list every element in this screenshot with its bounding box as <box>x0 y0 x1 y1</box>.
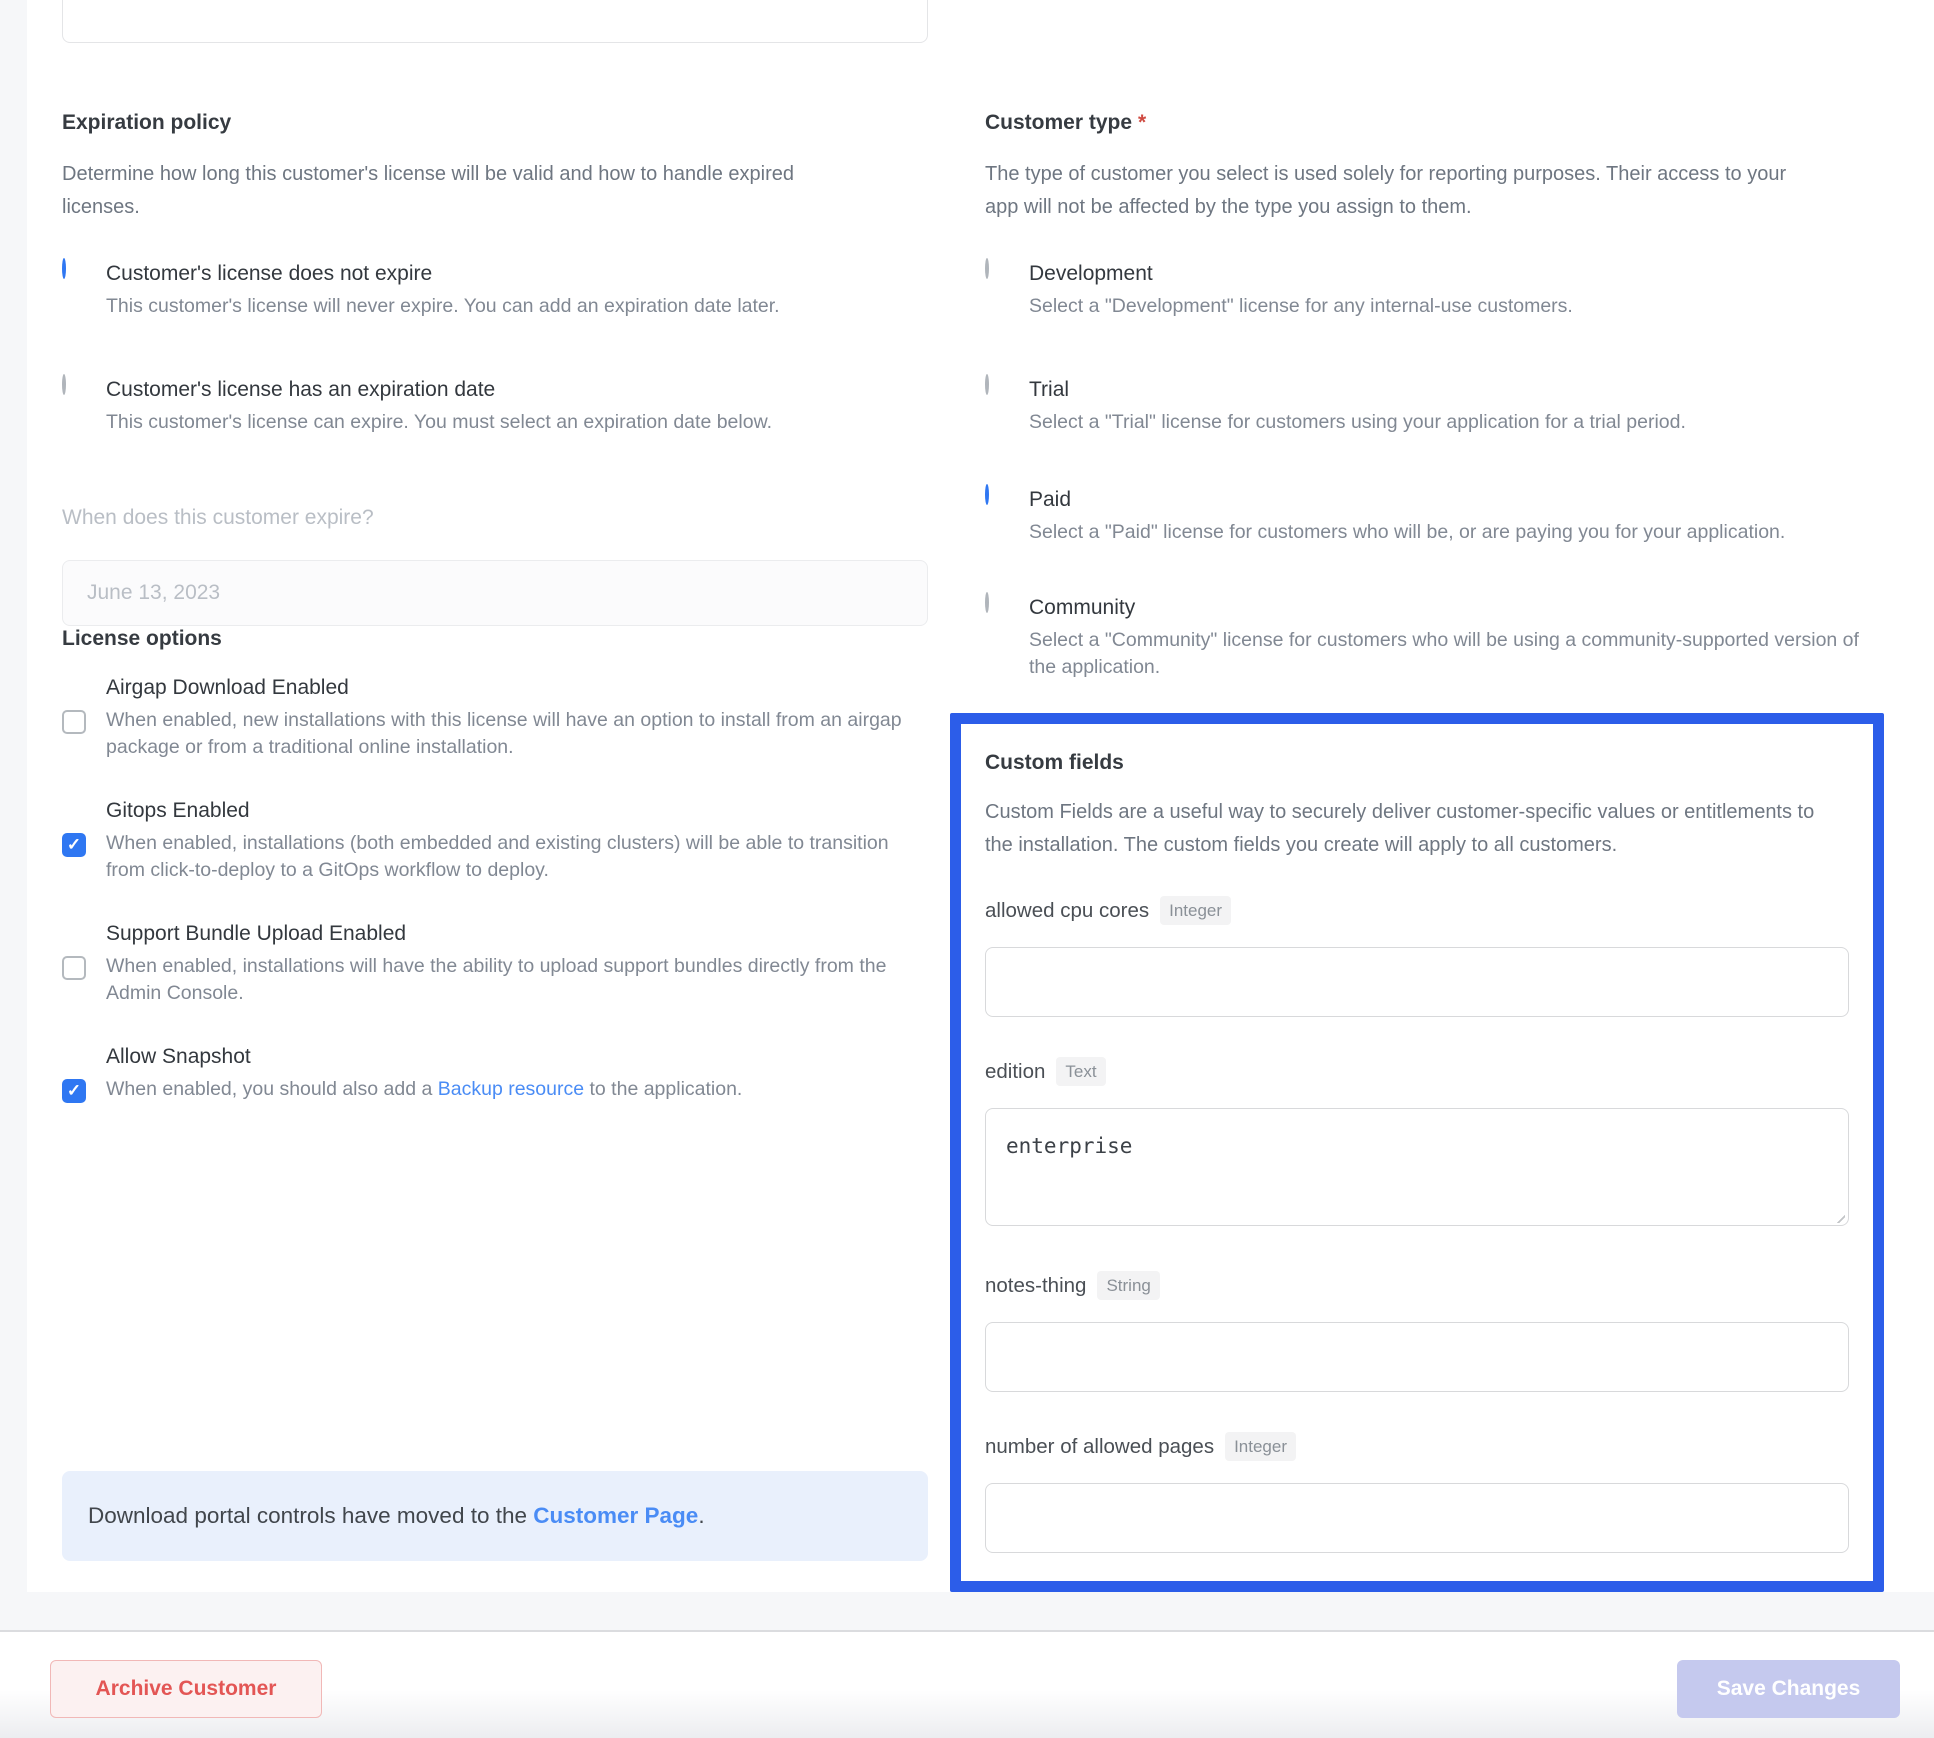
custom-field-label: edition <box>985 1059 1046 1083</box>
checkbox-icon[interactable]: ✓ <box>62 1079 86 1103</box>
radio-description: This customer's license can expire. You must select an expiration date below. <box>106 411 772 433</box>
custom-fields-title: Custom fields <box>985 751 1124 774</box>
page-background-strip <box>0 0 27 1592</box>
checkbox-option-airgap[interactable] <box>62 674 928 761</box>
customer-type-description: The type of customer you select is used solely for reporting purposes. Their access to your app will not be affected by the type you assign to them. <box>985 163 1787 218</box>
customer-type-section <box>985 110 1861 681</box>
custom-field-label-row <box>985 1432 1849 1461</box>
customer-page-link[interactable]: Customer Page <box>533 1503 699 1528</box>
custom-fields-description: Custom Fields are a useful way to securely deliver customer-specific values or entitlements to the installation. The custom fields you create will apply to all customers. <box>985 801 1815 856</box>
checkbox-label: Allow Snapshot <box>106 1045 251 1068</box>
type-badge: String <box>1097 1271 1159 1300</box>
checkbox-label: Support Bundle Upload Enabled <box>106 922 407 945</box>
customer-form-card <box>27 0 1934 1592</box>
radio-option-paid[interactable] <box>985 486 1861 546</box>
checkbox-option-gitops[interactable] <box>62 797 928 884</box>
checkbox-icon[interactable] <box>62 956 86 980</box>
number-of-allowed-pages-input[interactable] <box>985 1483 1849 1553</box>
radio-description: Select a "Paid" license for customers who will be, or are paying you for your application. <box>1029 521 1786 543</box>
radio-icon[interactable] <box>985 484 989 505</box>
required-asterisk: * <box>1138 111 1147 134</box>
radio-option-community[interactable] <box>985 594 1861 681</box>
checkbox-description: When enabled, installations will have the ability to upload support bundles directly from the Admin Console. <box>106 955 887 1004</box>
expiration-policy-section <box>62 110 928 1103</box>
radio-description: Select a "Trial" license for customers using your application for a trial period. <box>1029 411 1686 433</box>
checkbox-label: Airgap Download Enabled <box>106 676 349 699</box>
radio-label: Customer's license does not expire <box>106 262 433 285</box>
custom-fields-highlighted-section <box>950 713 1884 1592</box>
backup-resource-link[interactable]: Backup resource <box>437 1078 585 1100</box>
notes-thing-input[interactable] <box>985 1322 1849 1392</box>
checkbox-icon[interactable]: ✓ <box>62 833 86 857</box>
custom-field-label-row <box>985 896 1849 925</box>
radio-label: Development <box>1029 262 1153 285</box>
type-badge: Text <box>1056 1057 1105 1086</box>
checkbox-option-support-bundle[interactable] <box>62 920 928 1007</box>
custom-field-label: allowed cpu cores <box>985 898 1150 922</box>
radio-icon[interactable] <box>985 258 989 279</box>
radio-label: Customer's license has an expiration date <box>106 378 496 401</box>
radio-icon[interactable] <box>985 374 989 395</box>
save-changes-button[interactable]: Save Changes <box>1677 1660 1900 1718</box>
checkbox-description: When enabled, installations (both embedded and existing clusters) will be able to transition from click-to-deploy to a GitOps workflow to deploy. <box>106 832 889 881</box>
radio-icon[interactable] <box>62 374 66 395</box>
expire-date-question-label: When does this customer expire? <box>62 506 374 529</box>
custom-field-label-row <box>985 1271 1849 1300</box>
page-background-band <box>0 1592 1934 1630</box>
radio-icon[interactable] <box>985 592 989 613</box>
expire-date-input[interactable] <box>62 560 928 626</box>
custom-field-label-row <box>985 1057 1849 1086</box>
checkbox-description: When enabled, new installations with this license will have an option to install from an airgap package or from a traditional online installation. <box>106 709 902 758</box>
expiration-policy-description: Determine how long this customer's license will be valid and how to handle expired licenses. <box>62 163 794 218</box>
checkbox-option-allow-snapshot[interactable] <box>62 1043 928 1103</box>
radio-description: Select a "Community" license for customers who will be using a community-supported version of the application. <box>1029 629 1859 678</box>
allowed-cpu-cores-input[interactable] <box>985 947 1849 1017</box>
custom-field-label: notes-thing <box>985 1273 1087 1297</box>
checkbox-description: When enabled, you should also add a Backup resource to the application. <box>106 1078 743 1100</box>
expiration-policy-title: Expiration policy <box>62 111 232 134</box>
radio-option-development[interactable] <box>985 260 1861 320</box>
radio-option-trial[interactable] <box>985 376 1861 436</box>
radio-icon[interactable] <box>62 258 66 279</box>
radio-description: This customer's license will never expire. You can add an expiration date later. <box>106 295 780 317</box>
customer-type-title: Customer type * <box>985 111 1147 134</box>
notice-text: Download portal controls have moved to the Customer Page. <box>88 1503 705 1528</box>
custom-field-label: number of allowed pages <box>985 1434 1215 1458</box>
radio-label: Trial <box>1029 378 1070 401</box>
radio-label: Paid <box>1029 488 1072 511</box>
radio-label: Community <box>1029 596 1136 619</box>
license-options-title: License options <box>62 627 222 650</box>
type-badge: Integer <box>1160 896 1231 925</box>
checkbox-label: Gitops Enabled <box>106 799 250 822</box>
radio-description: Select a "Development" license for any internal-use customers. <box>1029 295 1573 317</box>
top-cutoff-input[interactable] <box>62 0 928 43</box>
checkbox-icon[interactable] <box>62 710 86 734</box>
archive-customer-button[interactable]: Archive Customer <box>50 1660 322 1718</box>
radio-option-has-expiration[interactable] <box>62 376 928 436</box>
edition-textarea[interactable] <box>985 1108 1849 1226</box>
type-badge: Integer <box>1225 1432 1296 1461</box>
radio-option-no-expire[interactable] <box>62 260 928 320</box>
download-portal-notice <box>62 1471 928 1561</box>
